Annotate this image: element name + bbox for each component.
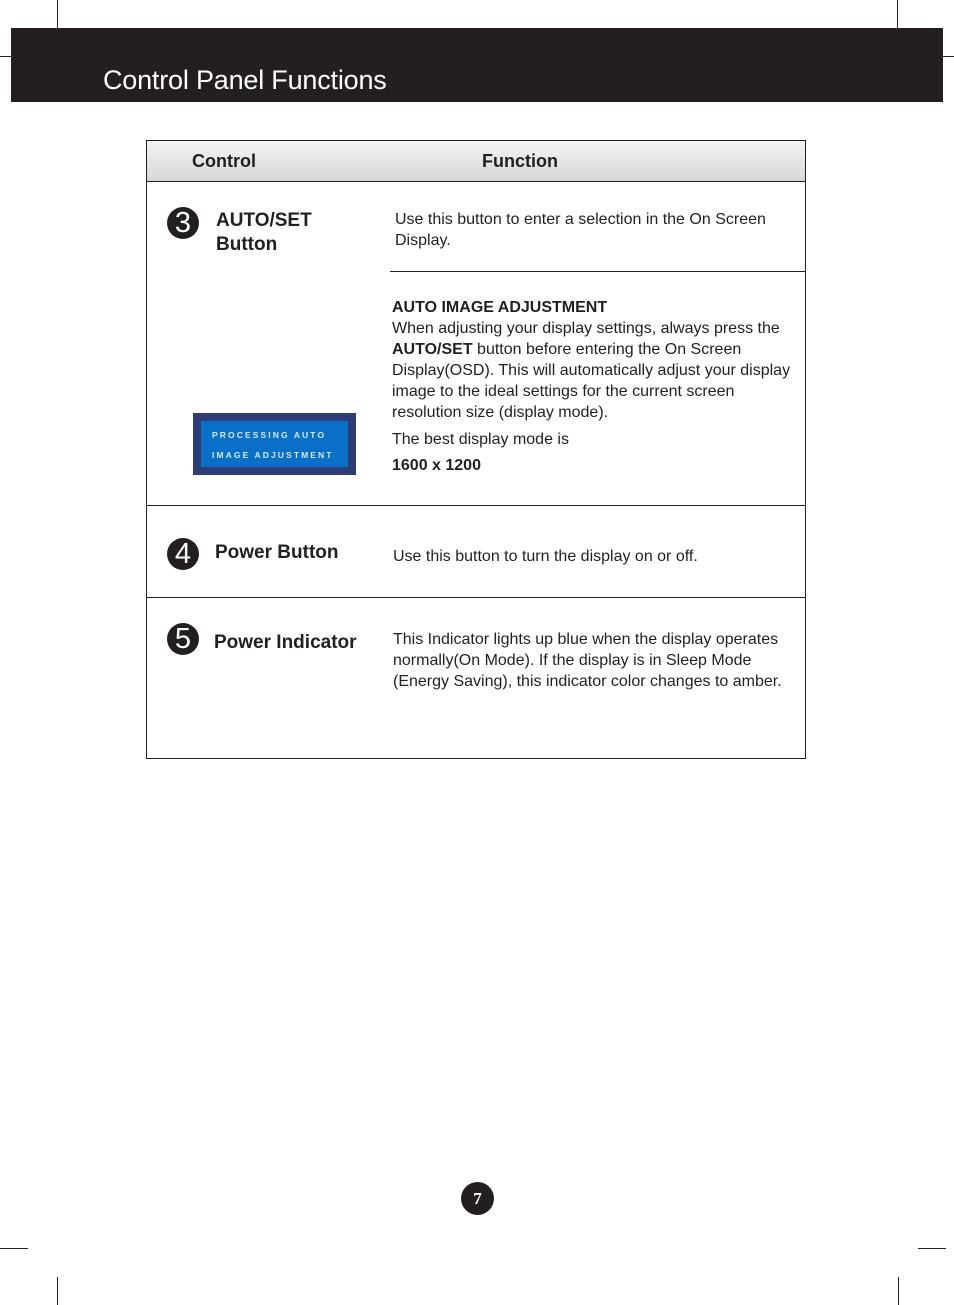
number-badge-3: 3	[167, 207, 199, 239]
control-label-power-indicator: Power Indicator	[214, 632, 357, 653]
auto-image-adjustment-text: When adjusting your display settings, always press the AUTO/SET button before entering the On Screen Display(OSD). This will automatically adjust your display image to the ideal settings for the current screen resolution size (display mode).	[392, 320, 791, 421]
function-text-auto-set: Use this button to enter a selection in the On Screen Display.	[395, 211, 766, 249]
page-number: 7	[461, 1182, 494, 1215]
best-mode-value: 1600 x 1200	[392, 457, 481, 474]
column-header-control: Control	[192, 151, 256, 171]
osd-line-1: PROCESSING AUTO	[212, 430, 327, 440]
crop-mark	[0, 1248, 28, 1249]
column-header-function: Function	[482, 151, 558, 171]
divider	[390, 271, 805, 272]
auto-image-adjustment-block	[392, 297, 802, 476]
function-text-power-indicator: This Indicator lights up blue when the display operates normally(On Mode). If the display is in Sleep Mode (Energy Saving), this indicator color changes to amber.	[393, 631, 782, 690]
row-divider	[147, 597, 805, 598]
number-badge-5: 5	[167, 623, 199, 655]
crop-mark	[898, 1277, 899, 1305]
control-label-power-button: Power Button	[215, 542, 339, 563]
page-title: Control Panel Functions	[103, 65, 387, 95]
osd-screen	[201, 421, 348, 467]
osd-message-box	[193, 413, 356, 475]
crop-mark	[57, 0, 58, 28]
control-label-auto-set: AUTO/SET Button	[216, 210, 312, 255]
crop-mark	[918, 1248, 946, 1249]
osd-line-2: IMAGE ADJUSTMENT	[212, 450, 334, 460]
row-divider	[147, 505, 805, 506]
best-mode-label: The best display mode is	[392, 431, 569, 448]
crop-mark	[57, 1277, 58, 1305]
crop-mark	[897, 0, 898, 28]
auto-image-adjustment-heading: AUTO IMAGE ADJUSTMENT	[392, 299, 608, 316]
table-header	[147, 141, 805, 182]
function-text-power-button: Use this button to turn the display on or off.	[393, 548, 698, 565]
header-bar	[11, 28, 943, 102]
number-badge-4: 4	[167, 538, 199, 570]
